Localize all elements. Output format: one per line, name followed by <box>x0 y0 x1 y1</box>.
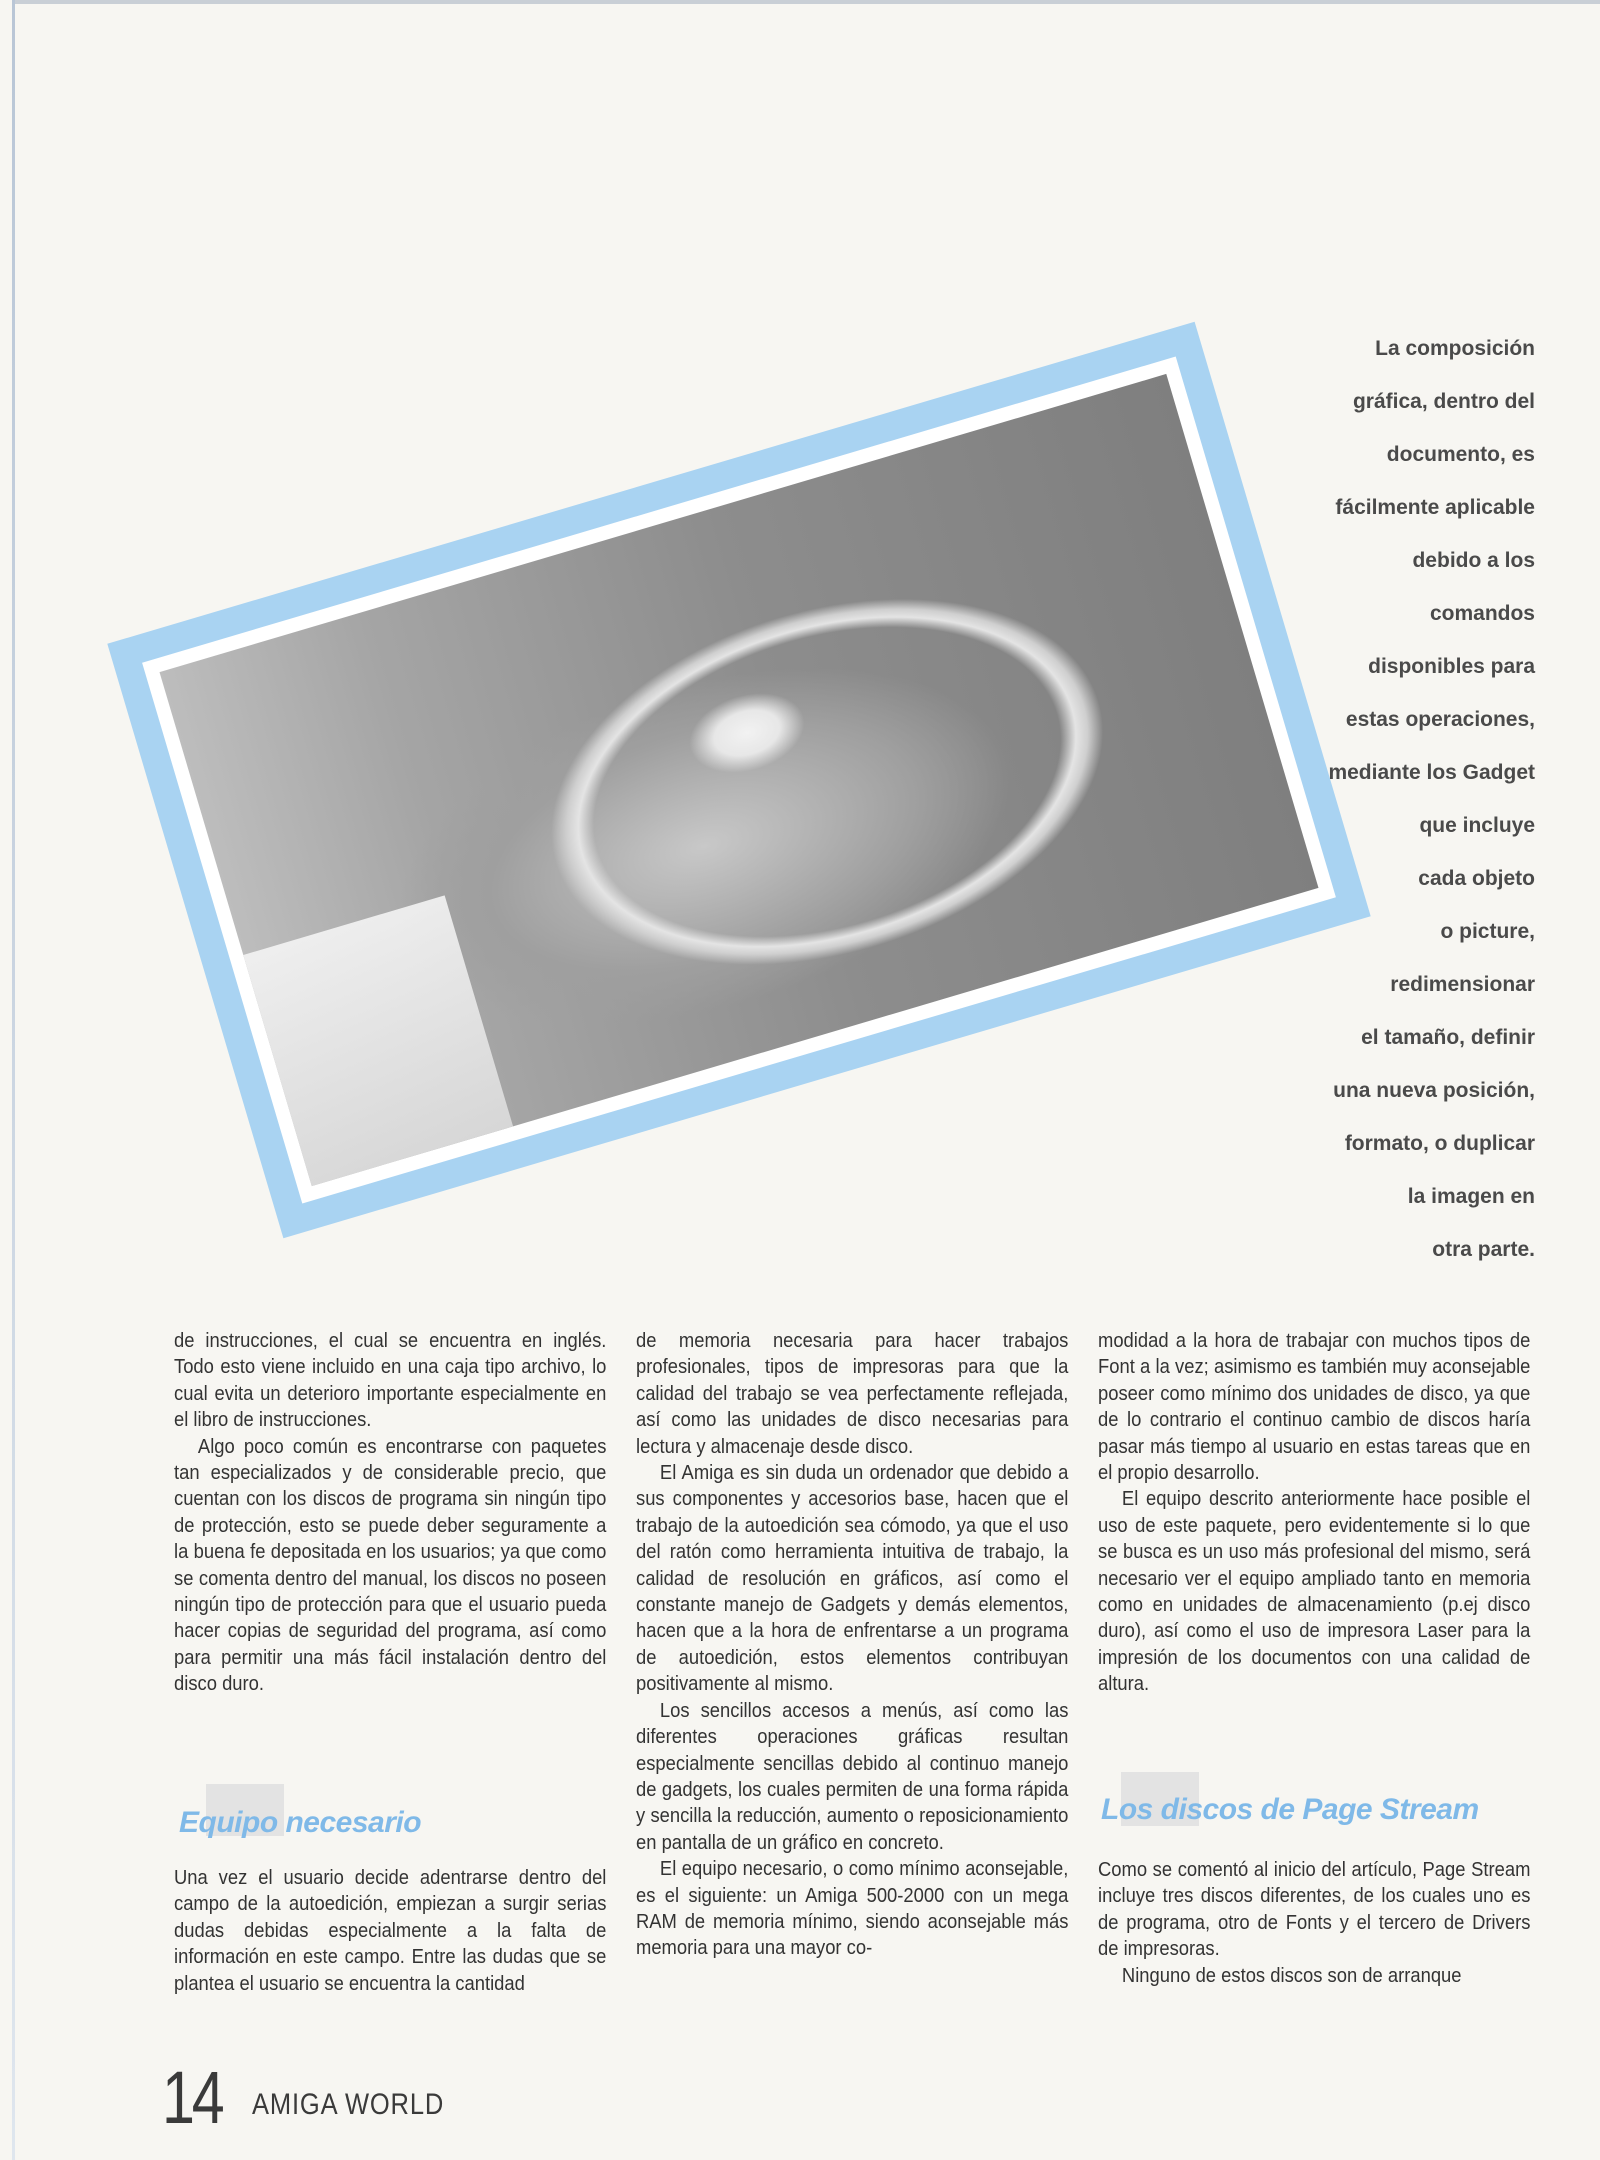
magazine-title: AMIGA WORLD <box>252 2088 445 2121</box>
caption-line: o picture, <box>1440 920 1535 943</box>
article-column-1 <box>174 1328 606 1698</box>
caption-line: redimensionar <box>1390 973 1535 996</box>
caption-line: cada objeto <box>1418 867 1535 890</box>
photo-caption <box>1210 322 1535 1276</box>
paragraph: modidad a la hora de trabajar con muchos tipos de Font a la vez; asimismo es también muy aconsejable poseer como mínimo dos unidades de disco, ya que de lo contrario el continuo cambio de discos haría pasar más tiempo al usuario en estas tareas que en el propio desarrollo. <box>1098 1330 1531 1485</box>
article-column-3 <box>1098 1328 1530 1698</box>
photo-frame <box>107 322 1370 1239</box>
paragraph: de instrucciones, el cual se encuentra en inglés. Todo esto viene incluido en una caja tipo archivo, lo cual evita un deterioro importante especialmente en el libro de instrucciones. <box>174 1330 607 1432</box>
paragraph: Una vez el usuario decide adentrarse dentro del campo de la autoedición, empiezan a surgir serias dudas debidas especialmente a la falta de información en este campo. Entre las dudas que se plantea el usuario se encuentra la cantidad <box>174 1867 607 1995</box>
caption-line: comandos <box>1429 602 1535 625</box>
page-left-edge <box>12 0 15 2160</box>
caption-line: el tamaño, definir <box>1361 1026 1535 1049</box>
caption-line: formato, o duplicar <box>1344 1132 1535 1155</box>
page-number: 14 <box>162 2056 222 2139</box>
photo-glare <box>243 895 513 1186</box>
paragraph: El Amiga es sin duda un ordenador que debido a sus componentes y accesorios base, hacen que el trabajo de la autoedición sea cómodo, ya que el uso del ratón como herramienta intuitiva de trabajo, la calidad de resolución en gráficos, así como el constante manejo de Gadgets y demás elementos, hacen que a la hora de enfrentarse a un programa de autoedición, estos elementos contribuyan positivamente al mismo. <box>636 1462 1069 1696</box>
paragraph: de memoria necesaria para hacer trabajos profesionales, tipos de impresoras para que la calidad del trabajo se vea perfectamente reflejada, así como las unidades de disco necesarias para lectura y almacenaje desde disco. <box>636 1330 1069 1458</box>
paragraph: Como se comentó al inicio del artículo, Page Stream incluye tres discos diferentes, de los cuales uno es de programa, otro de Fonts y el tercero de Drivers de impresoras. <box>1098 1859 1531 1961</box>
caption-line: mediante los Gadget <box>1328 761 1535 784</box>
caption-line: una nueva posición, <box>1333 1079 1535 1102</box>
caption-line: disponibles para <box>1368 655 1535 678</box>
halftone-photo-icon <box>160 374 1319 1186</box>
paragraph: El equipo descrito anteriormente hace posible el uso de este paquete, pero evidentemente si lo que se busca es un uso más profesional del mismo, será necesario ver el equipo ampliado tanto en memoria como en unidades de almacenamiento (p.ej disco duro), así como el uso de impresora Laser para la impresión de los documentos con una calidad de altura. <box>1098 1488 1531 1696</box>
page-top-edge <box>12 0 1600 4</box>
section-heading-discos: Los discos de Page Stream <box>1101 1793 1479 1826</box>
caption-line: la imagen en <box>1407 1185 1535 1208</box>
article-column-1-continued <box>174 1865 606 1997</box>
article-column-2 <box>636 1328 1068 1962</box>
caption-line: fácilmente aplicable <box>1335 496 1535 519</box>
caption-line: debido a los <box>1412 549 1535 572</box>
paragraph: Ninguno de estos discos son de arranque <box>1121 1964 1462 1987</box>
section-heading-equipo: Equipo necesario <box>179 1806 422 1839</box>
caption-line: estas operaciones, <box>1345 708 1535 731</box>
article-column-3-continued <box>1098 1857 1530 1989</box>
photo-mat <box>142 357 1336 1204</box>
paragraph: Los sencillos accesos a menús, así como las diferentes operaciones gráficas resultan especialmente sencillas debido al continuo manejo de gadgets, los cuales permiten de una forma rápida y sencilla la reducción, aumento o reposicionamiento en pantalla de un gráfico en concreto. <box>636 1699 1069 1854</box>
paragraph: Algo poco común es encontrarse con paquetes tan especializados y de considerable precio, que cuentan con los discos de programa sin ningún tipo de protección, esto se puede deber seguramente a la buena fe depositada en los usuarios; ya que como se comenta dentro del manual, los discos no poseen ningún tipo de protección para que el usuario pueda hacer copias de seguridad del programa, así como para permitir una más fácil instalación dentro del disco duro. <box>174 1435 607 1696</box>
caption-line: gráfica, dentro del <box>1352 390 1535 413</box>
caption-line: que incluye <box>1419 814 1535 837</box>
paragraph: El equipo necesario, o como mínimo aconsejable, es el siguiente: un Amiga 500-2000 con un mega RAM de memoria mínimo, siendo aconsejable más memoria para una mayor co- <box>636 1858 1069 1960</box>
caption-line: documento, es <box>1386 443 1535 466</box>
caption-line: La composición <box>1375 337 1535 360</box>
caption-line: otra parte. <box>1432 1238 1535 1261</box>
